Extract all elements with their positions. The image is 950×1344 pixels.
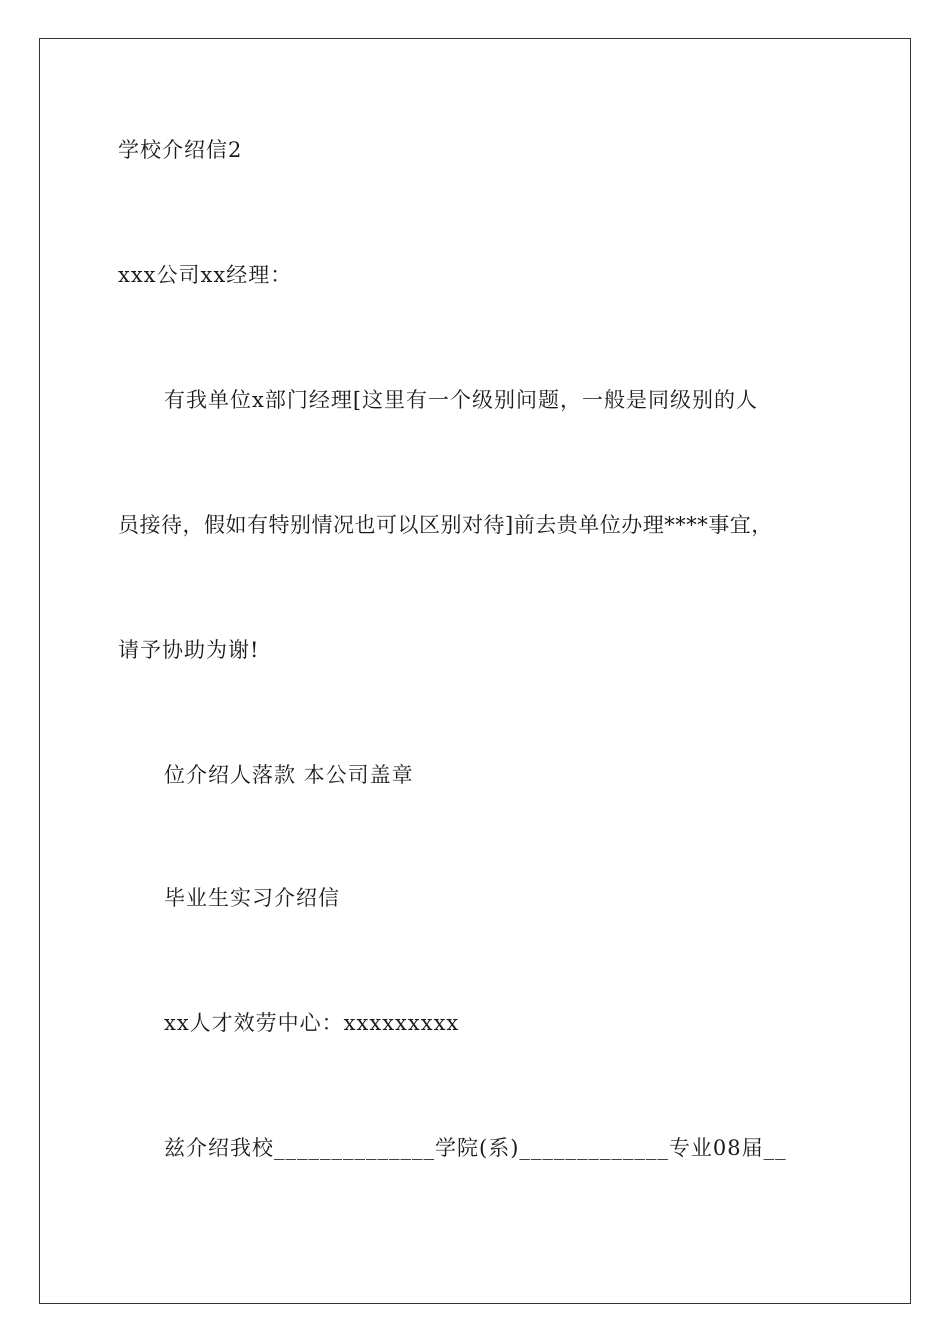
body-paragraph-line-3: 请予协助为谢! (118, 638, 260, 662)
introduction-line: 兹介绍我校______________学院(系)_____________专业08届__ (164, 1136, 787, 1160)
letter-title: 学校介绍信2 (118, 138, 243, 162)
recipient-line: xxx公司xx经理： (118, 263, 293, 287)
signature-line: 位介绍人落款 本公司盖章 (164, 763, 414, 787)
page-border (39, 38, 911, 1304)
recipient-line-2: xx人才效劳中心：xxxxxxxxx (164, 1011, 460, 1035)
section-heading: 毕业生实习介绍信 (164, 886, 340, 910)
body-paragraph-line-1: 有我单位x部门经理[这里有一个级别问题，一般是同级别的人 (164, 388, 759, 412)
body-paragraph-line-2: 员接待，假如有特别情况也可以区别对待]前去贵单位办理****事宜， (118, 513, 773, 537)
